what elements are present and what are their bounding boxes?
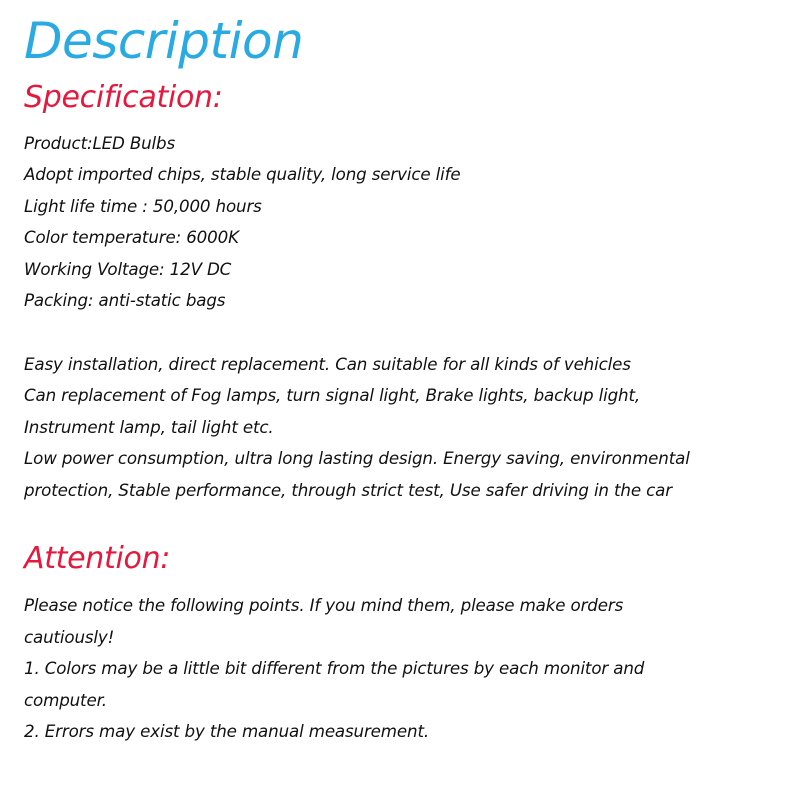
spec-line-packing: Packing: anti-static bags <box>24 291 226 310</box>
attention-line: cautiously! <box>24 627 115 647</box>
attention-list <box>24 590 784 748</box>
page-title: Description <box>24 12 304 70</box>
spec-line-color-temperature: Color temperature: 6000K <box>24 228 239 247</box>
features-paragraph <box>24 349 784 507</box>
attention-line: 1. Colors may be a little bit different from the pictures by each monitor and <box>24 659 645 678</box>
feature-line: Easy installation, direct replacement. Can suitable for all kinds of vehicles <box>24 354 631 374</box>
spec-line-working-voltage: Working Voltage: 12V DC <box>24 259 232 279</box>
specification-heading: Specification: <box>24 80 223 115</box>
specification-list <box>24 128 784 317</box>
feature-line: Can replacement of Fog lamps, turn signal light, Brake lights, backup light, <box>24 386 641 405</box>
feature-line: protection, Stable performance, through strict test, Use safer driving in the car <box>24 480 672 500</box>
attention-line: Please notice the following points. If you mind them, please make orders <box>24 596 624 615</box>
attention-line: computer. <box>24 690 107 710</box>
spec-line-life-time: Light life time : 50,000 hours <box>24 196 262 216</box>
spec-line-product: Product:LED Bulbs <box>24 133 176 153</box>
attention-line: 2. Errors may exist by the manual measurement. <box>24 722 429 741</box>
feature-line: Instrument lamp, tail light etc. <box>24 417 274 437</box>
feature-line: Low power consumption, ultra long lasting design. Energy saving, environmental <box>24 449 690 468</box>
spec-line-chips: Adopt imported chips, stable quality, long service life <box>24 165 461 184</box>
attention-heading: Attention: <box>24 541 171 576</box>
